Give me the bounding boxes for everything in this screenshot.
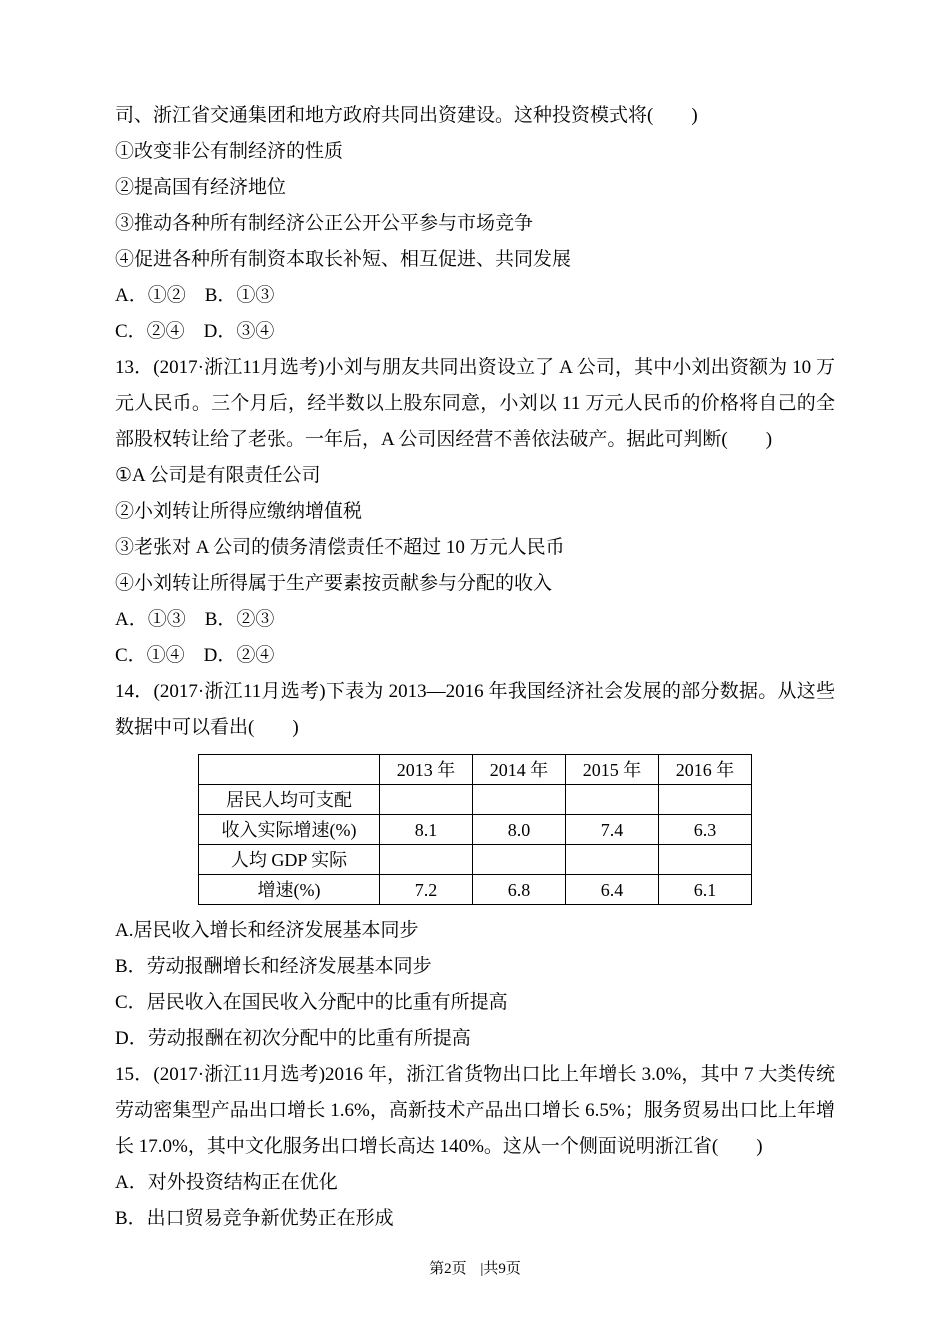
table-cell: 8.0 — [473, 815, 566, 845]
question-12-item-1: ①改变非公有制经济的性质 — [115, 141, 344, 162]
table-cell — [659, 785, 752, 815]
table-row — [199, 875, 752, 905]
table-cell: 2014 年 — [473, 755, 566, 785]
question-15-stem: 15．(2017·浙江11月选考)2016 年，浙江省货物出口比上年增长 3.0%，其中 7 大类传统劳动密集型产品出口增长 1.6%，高新技术产品出口增长 6.5%；服务贸易出口比上年增长 17.0%，其中文化服务出口增长高达 140%。这从一个侧面说明浙江省( ) — [115, 1064, 835, 1157]
question-15-option-b: B．出口贸易竞争新优势正在形成 — [115, 1208, 394, 1229]
table-cell: 6.1 — [659, 875, 752, 905]
page-footer — [0, 1257, 950, 1278]
table-cell — [473, 785, 566, 815]
question-12-choices-cd: C．②④ D．③④ — [115, 321, 275, 342]
question-12 — [115, 98, 835, 350]
table-row-header — [199, 755, 752, 785]
table-cell: 8.1 — [380, 815, 473, 845]
page-number-label: 第2页 — [429, 1261, 467, 1277]
q14-data-table — [198, 754, 752, 905]
table-row — [199, 815, 752, 845]
question-15 — [115, 1057, 835, 1237]
question-13-item-3: ③老张对 A 公司的债务清偿责任不超过 10 万元人民币 — [115, 537, 565, 558]
table-cell — [566, 785, 659, 815]
table-cell: 7.2 — [380, 875, 473, 905]
question-13-item-2: ②小刘转让所得应缴纳增值税 — [115, 501, 363, 522]
question-13-choices-cd: C．①④ D．②④ — [115, 645, 275, 666]
question-14 — [115, 674, 835, 1057]
table-cell — [473, 845, 566, 875]
question-14-option-c: C．居民收入在国民收入分配中的比重有所提高 — [115, 992, 508, 1013]
question-12-item-4: ④促进各种所有制资本取长补短、相互促进、共同发展 — [115, 249, 572, 270]
table-cell — [380, 785, 473, 815]
table-row — [199, 845, 752, 875]
question-12-stem-continued: 司、浙江省交通集团和地方政府共同出资建设。这种投资模式将( ) — [115, 105, 698, 126]
question-14-stem: 14．(2017·浙江11月选考)下表为 2013—2016 年我国经济社会发展的部分数据。从这些数据中可以看出( ) — [115, 681, 835, 738]
page-content — [115, 98, 835, 1237]
question-12-item-3: ③推动各种所有制经济公正公开公平参与市场竞争 — [115, 213, 534, 234]
question-13-item-4: ④小刘转让所得属于生产要素按贡献参与分配的收入 — [115, 573, 553, 594]
table-cell — [380, 845, 473, 875]
page-total-label: |共9页 — [480, 1261, 521, 1277]
table-cell: 2016 年 — [659, 755, 752, 785]
table-cell: 6.3 — [659, 815, 752, 845]
table-cell: 7.4 — [566, 815, 659, 845]
table-cell: 收入实际增速(%) — [199, 815, 380, 845]
table-cell: 2013 年 — [380, 755, 473, 785]
question-14-option-b: B．劳动报酬增长和经济发展基本同步 — [115, 956, 432, 977]
table-cell: 居民人均可支配 — [199, 785, 380, 815]
question-12-choices-ab: A．①② B．①③ — [115, 285, 275, 306]
table-cell — [659, 845, 752, 875]
question-12-item-2: ②提高国有经济地位 — [115, 177, 287, 198]
table-cell — [566, 845, 659, 875]
question-15-option-a: A．对外投资结构正在优化 — [115, 1172, 338, 1193]
question-14-option-d: D．劳动报酬在初次分配中的比重有所提高 — [115, 1028, 471, 1049]
table-cell: 增速(%) — [199, 875, 380, 905]
table-cell: 6.4 — [566, 875, 659, 905]
table-row — [199, 785, 752, 815]
table-cell: 2015 年 — [566, 755, 659, 785]
table-cell: 6.8 — [473, 875, 566, 905]
table-cell: 人均 GDP 实际 — [199, 845, 380, 875]
table-cell — [199, 755, 380, 785]
question-13-item-1: ①A 公司是有限责任公司 — [115, 465, 321, 486]
question-13-choices-ab: A．①③ B．②③ — [115, 609, 275, 630]
question-14-option-a: A.居民收入增长和经济发展基本同步 — [115, 920, 419, 941]
question-13-stem: 13．(2017·浙江11月选考)小刘与朋友共同出资设立了 A 公司，其中小刘出资额为 10 万元人民币。三个月后，经半数以上股东同意，小刘以 11 万元人民币的价格将自己的全部股权转让给了老张。一年后，A 公司因经营不善依法破产。据此可判断( ) — [115, 357, 835, 450]
question-13 — [115, 350, 835, 674]
